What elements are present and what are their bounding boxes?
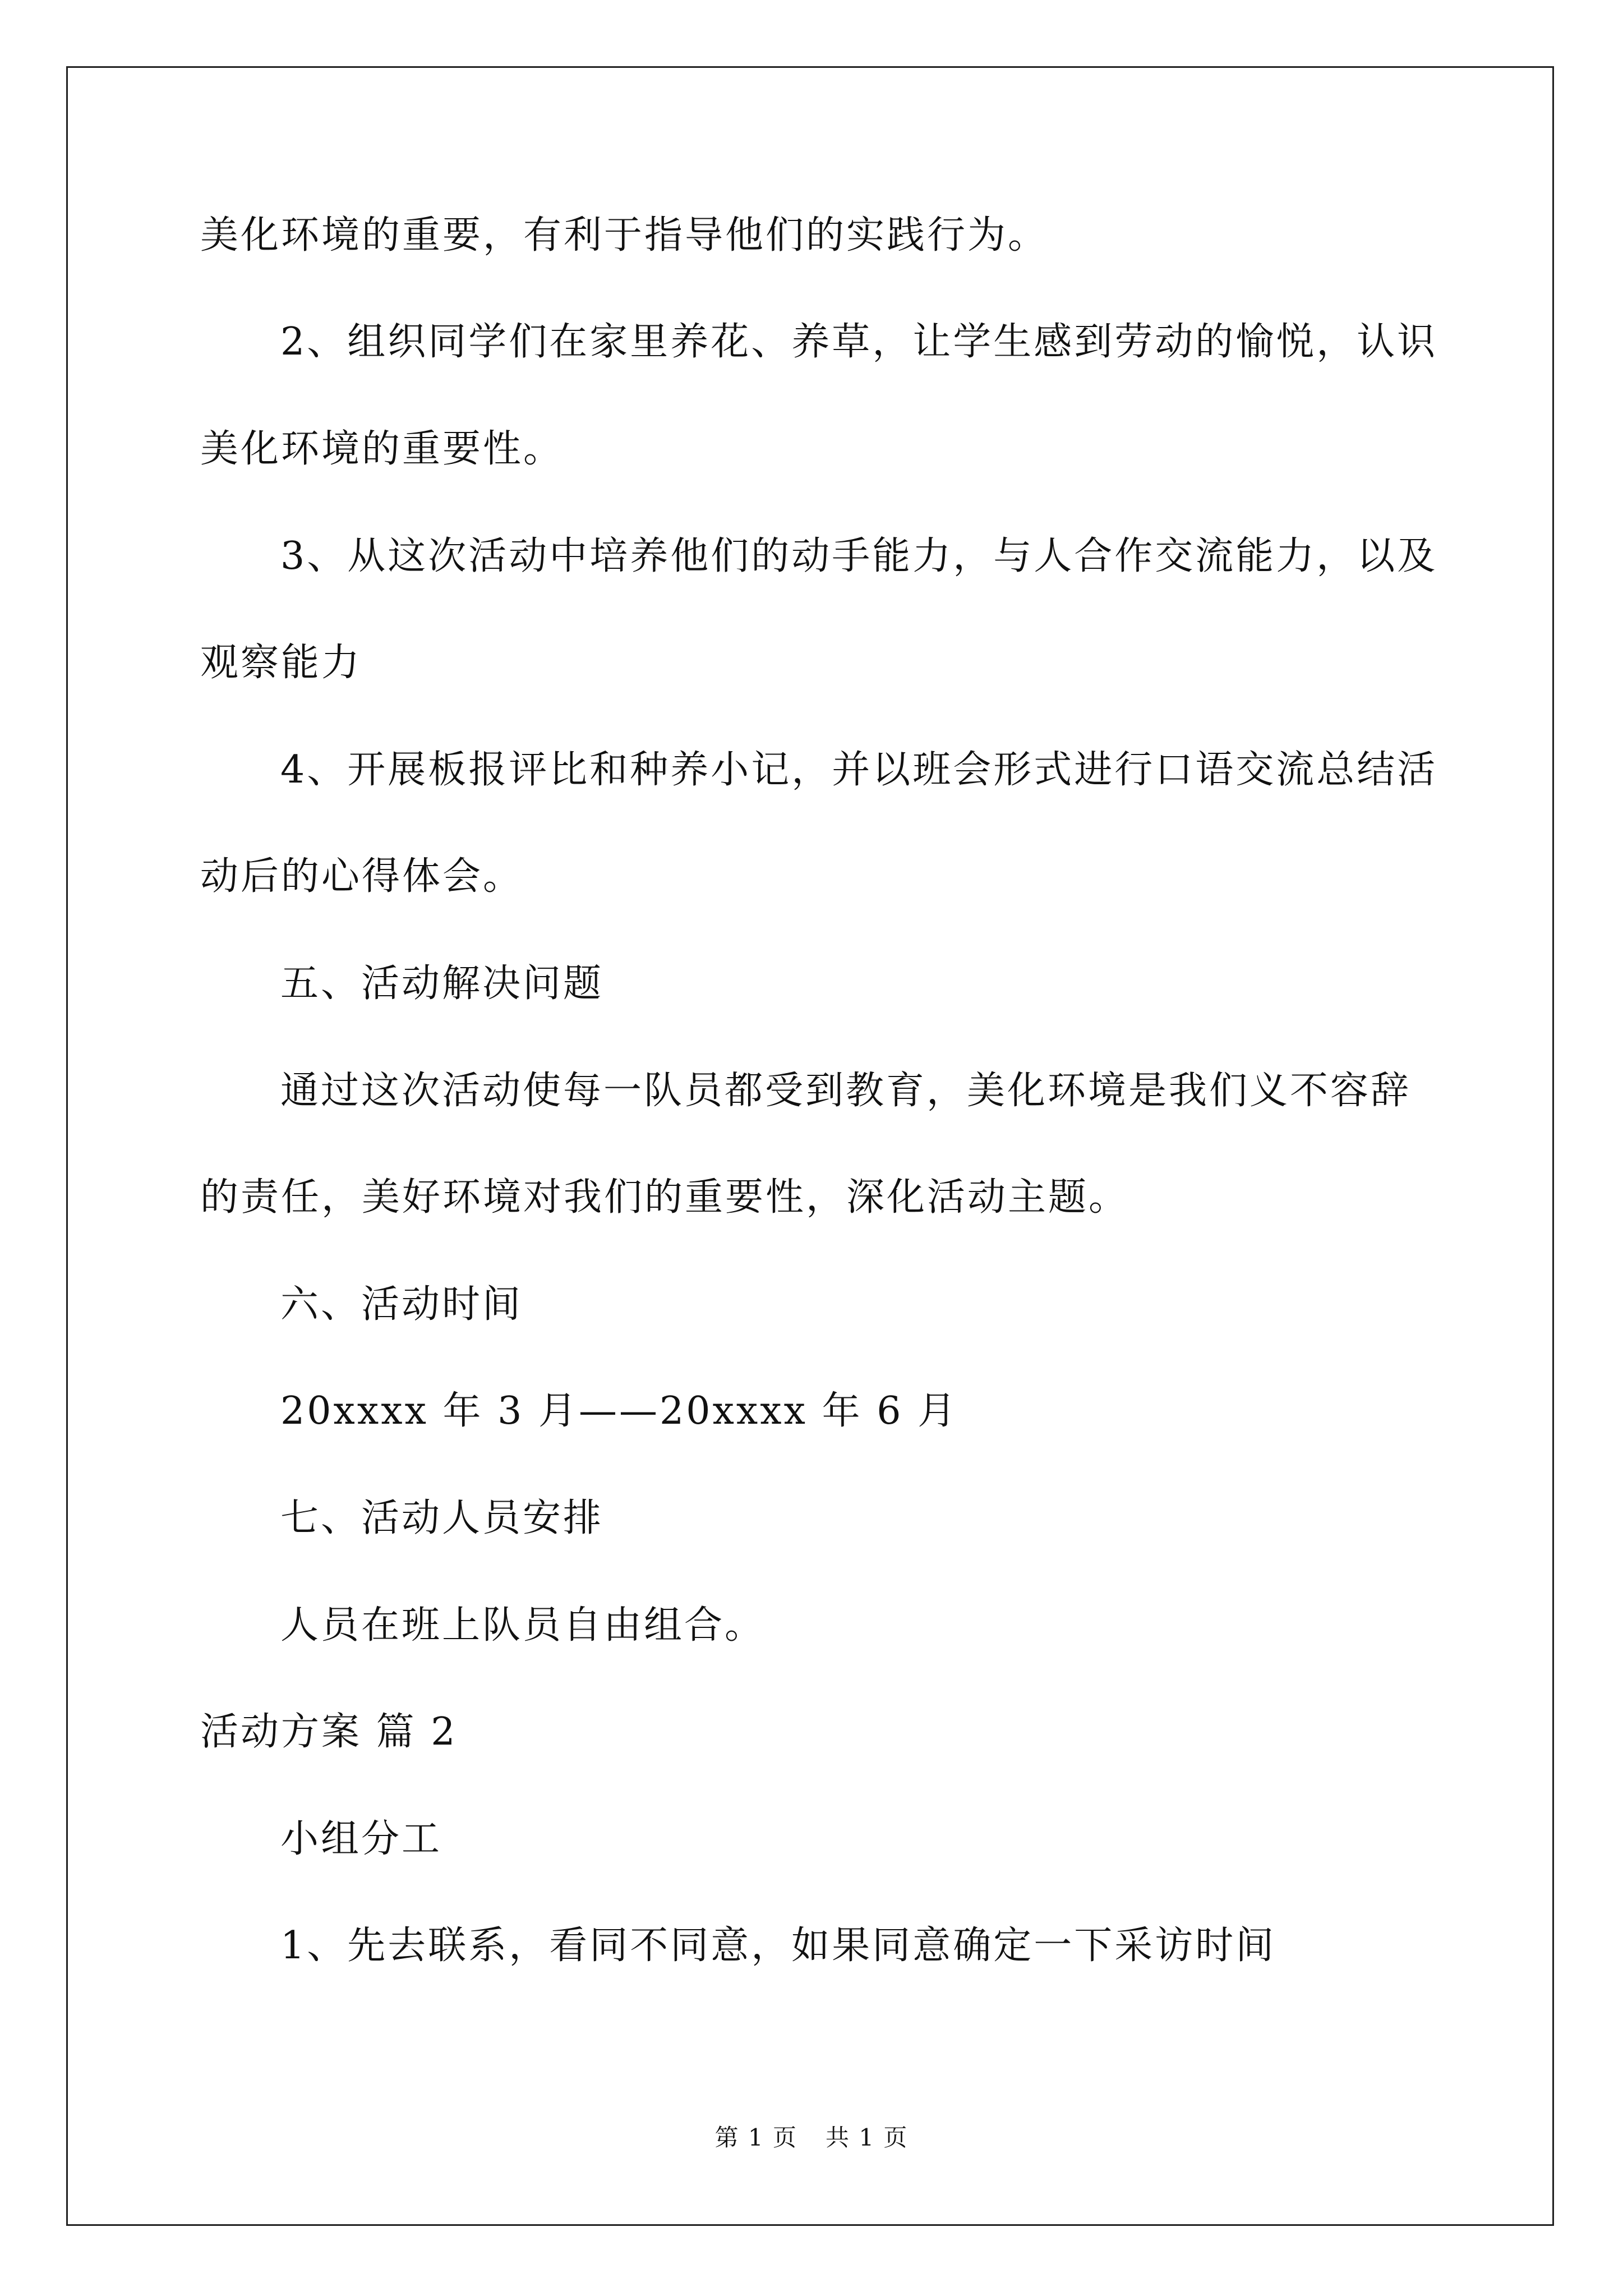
paragraph-line: 通过这次活动使每一队员都受到教育，美化环境是我们义不容辞 [280,1069,1412,1113]
section-heading: 六、活动时间 [280,1282,523,1327]
page-total: 共 1 页 [826,2124,909,2151]
paragraph-line: 人员在班上队员自由组合。 [280,1603,766,1648]
document-subtitle: 活动方案 篇 2 [200,1710,458,1754]
paragraph-line: 4、开展板报评比和种养小记，并以班会形式进行口语交流总结活 [280,748,1438,792]
paragraph-line: 2、组织同学们在家里养花、养草，让学生感到劳动的愉悦，认识 [280,320,1438,364]
page-number: 第 1 页 [714,2124,797,2151]
paragraph-line: 3、从这次活动中培养他们的动手能力，与人合作交流能力，以及 [280,534,1438,578]
paragraph-line: 的责任，美好环境对我们的重要性，深化活动主题。 [200,1175,1129,1220]
paragraph-line: 动后的心得体会。 [200,854,524,899]
paragraph-line: 观察能力 [200,641,362,685]
section-heading: 五、活动解决问题 [280,961,604,1006]
paragraph-line: 美化环境的重要性。 [200,427,564,471]
section-heading: 七、活动人员安排 [280,1496,604,1540]
paragraph-line: 1、先去联系，看同不同意，如果同意确定一下采访时间 [280,1924,1276,1968]
section-heading: 小组分工 [280,1817,442,1861]
paragraph-line: 20xxxx 年 3 月——20xxxx 年 6 月 [280,1389,958,1433]
paragraph-line: 美化环境的重要，有利于指导他们的实践行为。 [200,213,1049,257]
page-footer [0,2124,1623,2152]
page-border [66,66,1554,2226]
